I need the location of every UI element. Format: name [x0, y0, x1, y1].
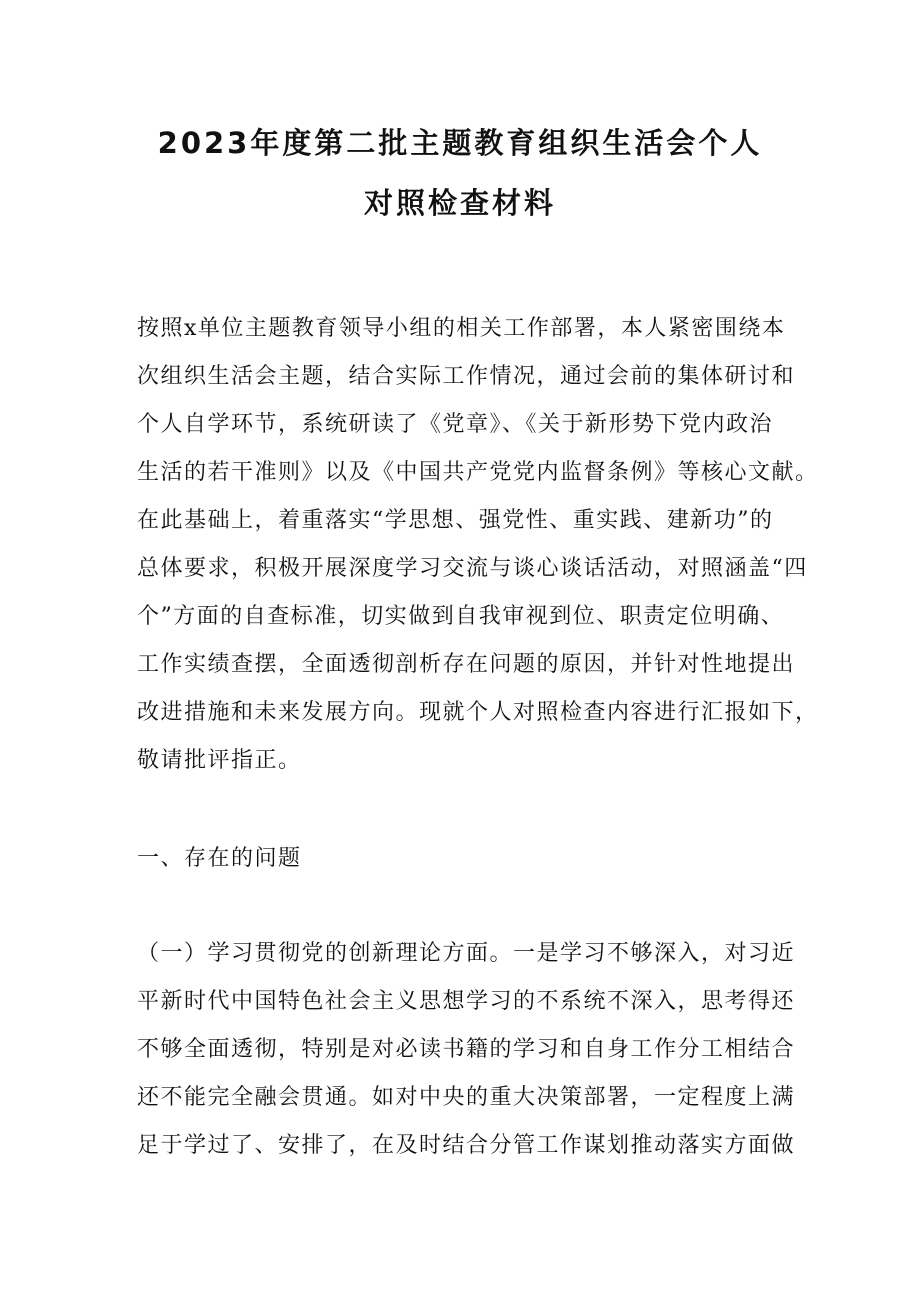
document-title-line-2: 对照检查材料: [363, 186, 556, 220]
intro-line-6: 总体要求，积极开展深度学习交流与谈心谈话活动，对照涵盖“四: [137, 556, 808, 581]
document-title-line-1: 2023年度第二批主题教育组织生活会个人: [157, 126, 763, 160]
section-line-1: （一）学习贯彻党的创新理论方面。一是学习不够深入，对习近: [137, 941, 796, 966]
intro-line-2: 次组织生活会主题，结合实际工作情况，通过会前的集体研讨和: [137, 364, 796, 389]
intro-line-8: 工作实绩查摆，全面透彻剖析存在问题的原因，并针对性地提出: [137, 652, 796, 677]
intro-line-1: 按照x单位主题教育领导小组的相关工作部署，本人紧密围绕本: [137, 316, 786, 341]
intro-line-3: 个人自学环节，系统研读了《党章》、《关于新形势下党内政治: [137, 412, 774, 437]
intro-line-7: 个”方面的自查标准，切实做到自我审视到位、职责定位明确、: [137, 604, 785, 629]
section-line-5: 足于学过了、安排了，在及时结合分管工作谋划推动落实方面做: [137, 1133, 796, 1158]
intro-line-10: 敬请批评指正。: [137, 748, 302, 773]
intro-line-9: 改进措施和未来发展方向。现就个人对照检查内容进行汇报如下，: [137, 700, 819, 725]
section-line-2: 平新时代中国特色社会主义思想学习的不系统不深入，思考得还: [137, 989, 796, 1014]
section-line-3: 不够全面透彻，特别是对必读书籍的学习和自身工作分工相结合: [137, 1037, 796, 1062]
intro-line-5: 在此基础上，着重落实“学思想、强党性、重实践、建新功”的: [137, 508, 774, 533]
section-heading: 一、存在的问题: [137, 846, 302, 871]
section-line-4: 还不能完全融会贯通。如对中央的重大决策部署，一定程度上满: [137, 1085, 796, 1110]
intro-line-4: 生活的若干准则》以及《中国共产党党内监督条例》等核心文献。: [137, 460, 819, 485]
